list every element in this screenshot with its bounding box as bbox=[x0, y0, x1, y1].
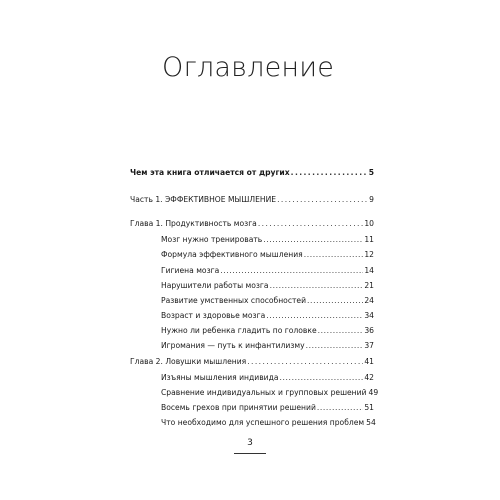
page-number-rule bbox=[234, 453, 266, 454]
toc-leader bbox=[318, 326, 364, 336]
toc-entry-label: Восемь грехов при принятии решений bbox=[161, 403, 316, 412]
toc-entry-page: 21 bbox=[364, 281, 374, 290]
toc-entry-page: 10 bbox=[364, 219, 374, 228]
page-title: Оглавление bbox=[162, 52, 335, 83]
toc-entry-page: 5 bbox=[368, 168, 374, 177]
toc-entry-chapter-1 bbox=[130, 219, 374, 229]
toc-entry-label: Нарушители работы мозга bbox=[161, 281, 269, 290]
toc-entry-section bbox=[161, 418, 374, 428]
toc-leader bbox=[304, 250, 364, 260]
toc-entry-label: Гигиена мозга bbox=[161, 266, 220, 275]
toc-entry-label: Что необходимо для успешного решения проблем bbox=[161, 418, 365, 427]
toc-entry-label: Мозг нужно тренировать bbox=[161, 235, 263, 244]
toc-entry-page: 34 bbox=[364, 311, 374, 320]
toc-entry-page: 49 bbox=[368, 388, 379, 397]
page-number: 3 bbox=[247, 438, 253, 448]
toc-entry-label: Возраст и здоровье мозга bbox=[161, 311, 266, 320]
toc-entry-section bbox=[161, 341, 374, 351]
toc-entry-page: 37 bbox=[364, 341, 374, 350]
toc-entry-page: 51 bbox=[364, 403, 374, 412]
toc-entry-section bbox=[161, 266, 374, 276]
toc-entry-label: Сравнение индивидуальных и групповых решений bbox=[161, 388, 367, 397]
toc-leader bbox=[263, 235, 363, 245]
toc-entry-section bbox=[161, 311, 374, 321]
toc-entry-label: Глава 2. Ловушки мышления bbox=[130, 357, 247, 366]
toc-entry-label: Нужно ли ребенка гладить по головке bbox=[161, 326, 317, 335]
toc-leader bbox=[306, 341, 364, 351]
toc-leader bbox=[247, 357, 363, 367]
toc-entry-page: 41 bbox=[364, 357, 374, 366]
toc-entry-chapter-2 bbox=[130, 357, 374, 367]
toc-entry-page: 36 bbox=[364, 326, 374, 335]
toc-leader bbox=[277, 195, 368, 205]
toc-entry-section bbox=[161, 388, 379, 398]
toc-entry-part-1 bbox=[130, 195, 374, 205]
toc-entry-section bbox=[161, 281, 374, 291]
toc-entry-label: Развитие умственных способностей bbox=[161, 296, 307, 305]
toc-leader bbox=[270, 281, 364, 291]
toc-entry-section bbox=[161, 326, 374, 336]
toc-leader bbox=[307, 296, 363, 306]
toc-entry-page: 11 bbox=[364, 235, 374, 244]
toc-entry-page: 9 bbox=[369, 195, 374, 204]
toc-entry-label: Изъяны мышления индивида bbox=[161, 373, 279, 382]
toc-entry-page: 24 bbox=[364, 296, 374, 305]
toc-entry-section bbox=[161, 235, 374, 245]
toc-entry-label: Часть 1. ЭФФЕКТИВНОЕ МЫШЛЕНИЕ bbox=[130, 195, 277, 204]
toc-entry-section bbox=[161, 373, 374, 383]
toc-leader bbox=[220, 266, 363, 276]
toc-leader bbox=[266, 311, 363, 321]
toc-entry-page: 42 bbox=[364, 373, 374, 382]
toc-entry-intro bbox=[130, 168, 374, 178]
toc-leader bbox=[280, 373, 364, 383]
toc-entry-label: Чем эта книга отличается от других bbox=[130, 168, 290, 177]
toc-entry-label: Игромания — путь к инфантилизму bbox=[161, 341, 305, 350]
toc-leader bbox=[317, 403, 363, 413]
toc-entry-section bbox=[161, 296, 374, 306]
toc-entry-page: 12 bbox=[364, 250, 374, 259]
toc-entry-page: 54 bbox=[366, 418, 376, 427]
toc-leader bbox=[258, 219, 363, 229]
toc-leader bbox=[291, 168, 368, 178]
toc-entry-label: Глава 1. Продуктивность мозга bbox=[130, 219, 257, 228]
toc-entry-section bbox=[161, 403, 374, 413]
toc-entry-section bbox=[161, 250, 374, 260]
toc-entry-label: Формула эффективного мышления bbox=[161, 250, 303, 259]
toc-entry-page: 14 bbox=[364, 266, 374, 275]
